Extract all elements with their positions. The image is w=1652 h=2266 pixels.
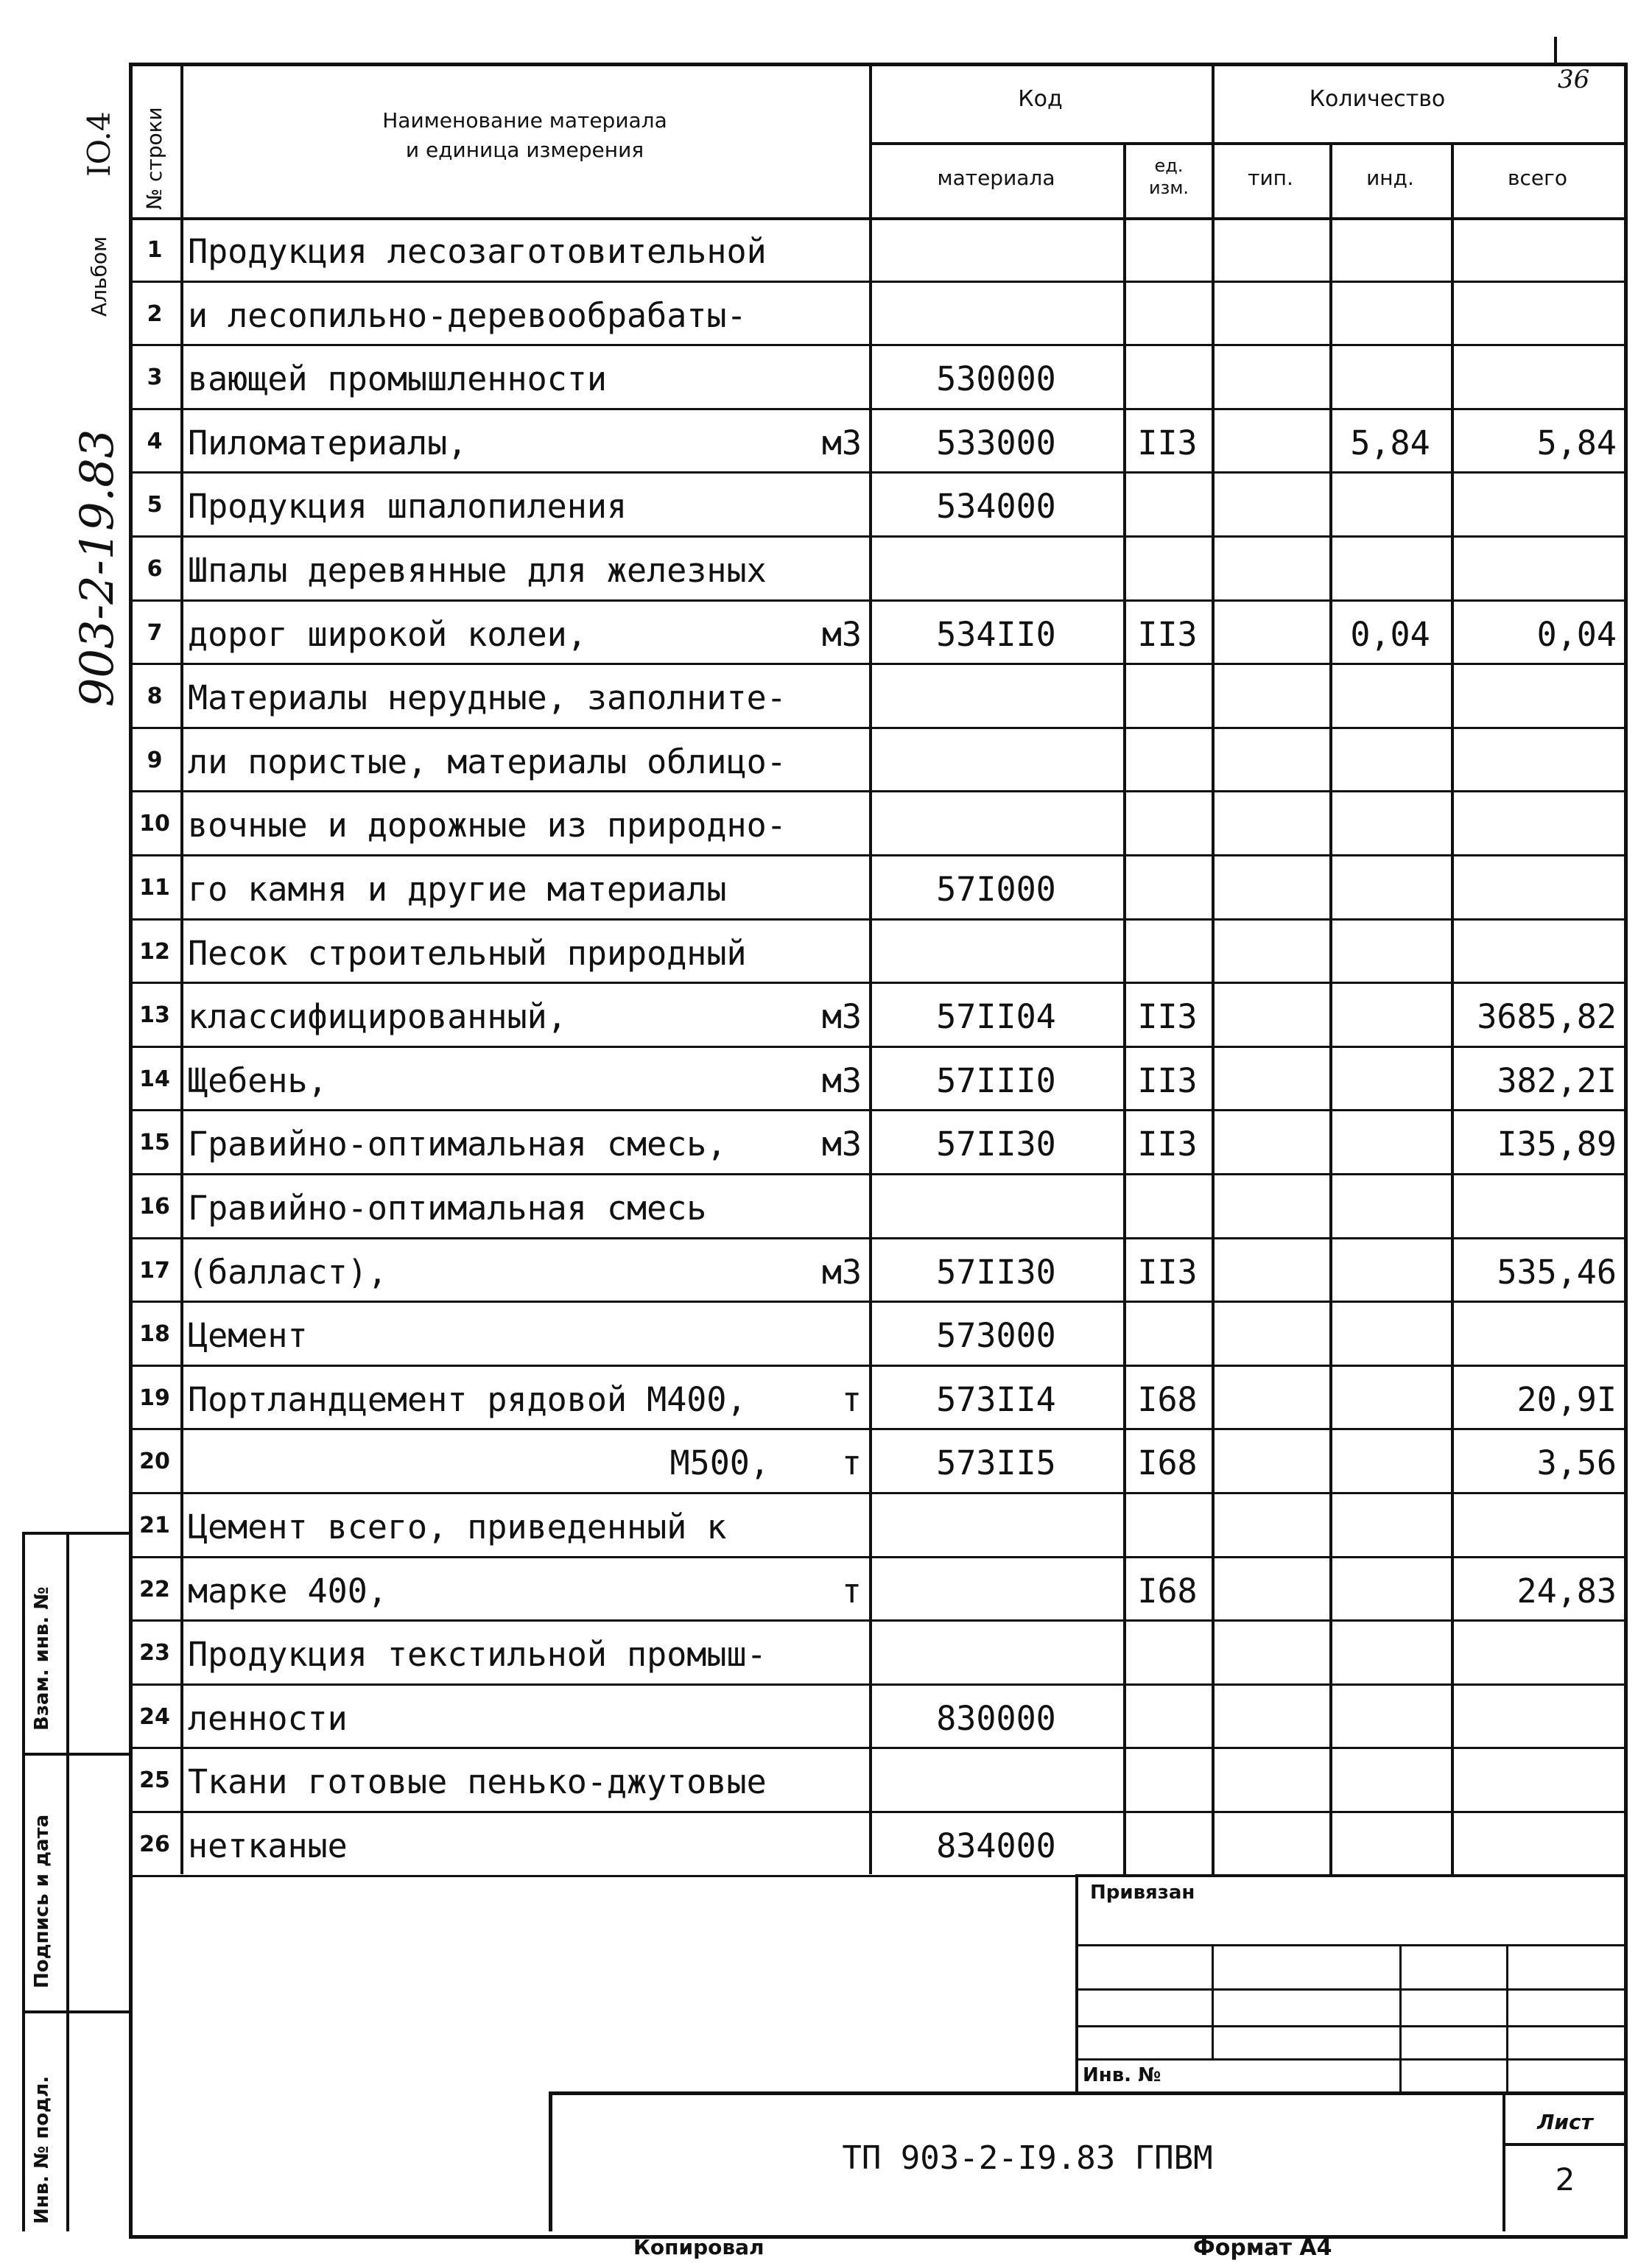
material-name: Щебень, — [188, 1060, 328, 1100]
unit-code: I68 — [1137, 1379, 1198, 1419]
material-code: 534II0 — [936, 614, 1056, 654]
unit-code: II3 — [1137, 1125, 1198, 1164]
material-unit: т — [841, 1571, 862, 1611]
material-name: Ткани готовые пенько-джутовые — [188, 1762, 767, 1802]
material-name: ли пористые, материалы облицо- — [188, 742, 787, 781]
material-name: нетканые — [188, 1826, 348, 1865]
qty-total: 382,2I — [1497, 1060, 1617, 1100]
material-name: вающей промышленности — [188, 359, 607, 399]
unit-code: I68 — [1137, 1571, 1198, 1611]
material-code: 57II30 — [936, 1252, 1056, 1292]
table-row — [129, 474, 1624, 538]
material-code: 830000 — [936, 1698, 1056, 1738]
material-name: Пиломатериалы, — [188, 423, 468, 462]
table-row — [129, 984, 1624, 1048]
header-name-line1: Наименование материала — [382, 108, 667, 133]
table-row — [129, 346, 1624, 410]
table-row — [129, 1749, 1624, 1813]
header-code-material: материала — [937, 166, 1055, 190]
row-number: 21 — [139, 1513, 170, 1538]
unit-code: II3 — [1137, 614, 1198, 654]
material-code: 834000 — [936, 1826, 1056, 1865]
material-code: 57II04 — [936, 997, 1056, 1037]
material-name: го камня и другие материалы — [188, 870, 727, 909]
row-number: 9 — [147, 747, 163, 773]
row-number: 5 — [147, 492, 163, 518]
table-row — [129, 1813, 1624, 1877]
row-number: 23 — [139, 1640, 170, 1667]
material-name: (балласт), — [188, 1252, 387, 1292]
row-number: 17 — [139, 1257, 170, 1284]
material-name: Гравийно-оптимальная смесь — [188, 1189, 707, 1228]
table-row — [129, 283, 1624, 347]
unit-code: II3 — [1137, 1060, 1198, 1100]
header-name-line2: и единица измерения — [405, 138, 644, 162]
row-number: 25 — [139, 1767, 170, 1794]
qty-total: 3685,82 — [1477, 997, 1617, 1037]
side-label-podpis: Подпись и дата — [31, 1814, 53, 1988]
header-rownum: № строки — [142, 107, 166, 210]
material-name: ленности — [188, 1698, 348, 1738]
material-code: 573000 — [936, 1316, 1056, 1356]
material-name: Портландцемент рядовой М400, — [188, 1379, 747, 1419]
row-number: 16 — [139, 1194, 170, 1220]
material-code: 573II4 — [936, 1379, 1056, 1419]
qty-total: 535,46 — [1497, 1252, 1617, 1292]
doc-code: ТП 903-2-I9.83 ГПВМ — [842, 2139, 1213, 2177]
table-row — [129, 856, 1624, 921]
unit-code: I68 — [1137, 1443, 1198, 1483]
qty-total: 5,84 — [1536, 423, 1617, 462]
row-number: 12 — [139, 938, 170, 965]
row-number: 4 — [147, 428, 163, 454]
material-code: 573II5 — [936, 1443, 1056, 1483]
table-row — [129, 1558, 1624, 1622]
material-unit: т — [841, 1379, 862, 1419]
material-unit: м3 — [821, 423, 862, 462]
row-number: 3 — [147, 365, 163, 391]
header-qty-typ: тип. — [1248, 166, 1293, 190]
privyazan-label: Привязан — [1090, 1882, 1195, 1904]
footer-format: Формат А4 — [1193, 2235, 1332, 2261]
row-number: 19 — [139, 1384, 170, 1411]
material-name: и лесопильно-деревообрабаты- — [188, 295, 747, 335]
material-name: М500, — [669, 1443, 770, 1483]
side-label-vzam: Взам. инв. № — [31, 1586, 53, 1731]
material-name: вочные и дорожные из природно- — [188, 806, 787, 845]
row-number: 13 — [139, 1002, 170, 1029]
table-row — [129, 410, 1624, 474]
corner-tick — [1554, 37, 1557, 66]
material-unit: м3 — [821, 1125, 862, 1164]
table-row — [129, 1622, 1624, 1686]
qty-total: 24,83 — [1516, 1571, 1617, 1611]
row-number: 2 — [147, 300, 163, 327]
table-row — [129, 1367, 1624, 1431]
header-qty-total: всего — [1508, 166, 1567, 190]
material-name: марке 400, — [188, 1571, 387, 1611]
table-row — [129, 665, 1624, 729]
material-unit: м3 — [821, 997, 862, 1037]
materials-table — [129, 63, 1624, 1874]
album-label: Альбом — [87, 236, 111, 317]
row-number: 10 — [139, 811, 170, 837]
table-row — [129, 729, 1624, 793]
table-row — [129, 1048, 1624, 1112]
table-row — [129, 921, 1624, 985]
qty-total: 0,04 — [1536, 614, 1617, 654]
material-unit: м3 — [821, 614, 862, 654]
table-row — [129, 219, 1624, 283]
album-number: IO.4 — [81, 111, 117, 177]
material-unit: м3 — [821, 1252, 862, 1292]
table-row — [129, 792, 1624, 856]
unit-code: II3 — [1137, 1252, 1198, 1292]
doc-code-block — [549, 2091, 1624, 2231]
material-name: Цемент всего, приведенный к — [188, 1507, 727, 1547]
qty-total: I35,89 — [1497, 1125, 1617, 1164]
material-code: 57III0 — [936, 1060, 1056, 1100]
material-unit: м3 — [821, 1060, 862, 1100]
header-quantity: Количество — [1309, 86, 1446, 112]
row-number: 26 — [139, 1832, 170, 1857]
header-code: Код — [1018, 86, 1063, 112]
row-number: 11 — [139, 875, 170, 901]
list-label: Лист — [1537, 2110, 1593, 2134]
inv-no-label: Инв. № — [1083, 2064, 1161, 2086]
material-name: Гравийно-оптимальная смесь, — [188, 1125, 727, 1164]
material-code: 57II30 — [936, 1125, 1056, 1164]
row-number: 7 — [147, 619, 163, 646]
row-number: 22 — [139, 1576, 170, 1602]
material-code: 533000 — [936, 423, 1056, 462]
material-code: 534000 — [936, 487, 1056, 527]
unit-code: II3 — [1137, 997, 1198, 1037]
row-number: 14 — [139, 1066, 170, 1092]
material-code: 57I000 — [936, 870, 1056, 909]
material-unit: т — [841, 1443, 862, 1483]
table-row — [129, 538, 1624, 602]
row-number: 15 — [139, 1130, 170, 1156]
qty-total: 20,9I — [1516, 1379, 1617, 1419]
material-name: Цемент — [188, 1316, 308, 1356]
header-qty-ind: инд. — [1366, 166, 1414, 190]
handwritten-code: 903-2-19.83 — [70, 429, 124, 707]
row-number: 8 — [147, 683, 163, 710]
table-row — [129, 1303, 1624, 1367]
row-number: 20 — [139, 1449, 170, 1475]
material-name: Песок строительный природный — [188, 933, 747, 973]
unit-code: II3 — [1137, 423, 1198, 462]
side-label-inv-podl: Инв. № подл. — [31, 2075, 53, 2224]
sheet-mark: 36 — [1558, 65, 1590, 94]
qty-ind: 5,84 — [1350, 423, 1430, 462]
qty-ind: 0,04 — [1350, 614, 1430, 654]
table-row — [129, 602, 1624, 666]
table-row — [129, 1239, 1624, 1303]
table-row — [129, 1430, 1624, 1494]
row-number: 6 — [147, 556, 163, 582]
table-row — [129, 1494, 1624, 1558]
material-name: Продукция лесозаготовительной — [188, 232, 767, 271]
header-code-unit: ед. изм. — [1148, 155, 1189, 198]
material-name: классифицированный, — [188, 997, 567, 1037]
material-name: Материалы нерудные, заполните- — [188, 678, 787, 718]
table-row — [129, 1111, 1624, 1175]
material-name: дорог широкой колеи, — [188, 614, 587, 654]
material-name: Шпалы деревянные для железных — [188, 551, 767, 590]
table-row — [129, 1175, 1624, 1239]
material-name: Продукция шпалопиления — [188, 487, 628, 527]
list-number: 2 — [1555, 2161, 1575, 2198]
table-row — [129, 1686, 1624, 1750]
row-number: 18 — [139, 1321, 170, 1348]
material-name: Продукция текстильной промыш- — [188, 1635, 767, 1675]
footer-copied: Копировал — [633, 2235, 765, 2259]
qty-total: 3,56 — [1536, 1443, 1617, 1483]
row-number: 24 — [139, 1703, 170, 1730]
material-code: 530000 — [936, 359, 1056, 399]
side-stamp — [22, 1532, 129, 2231]
row-number: 1 — [147, 237, 163, 263]
